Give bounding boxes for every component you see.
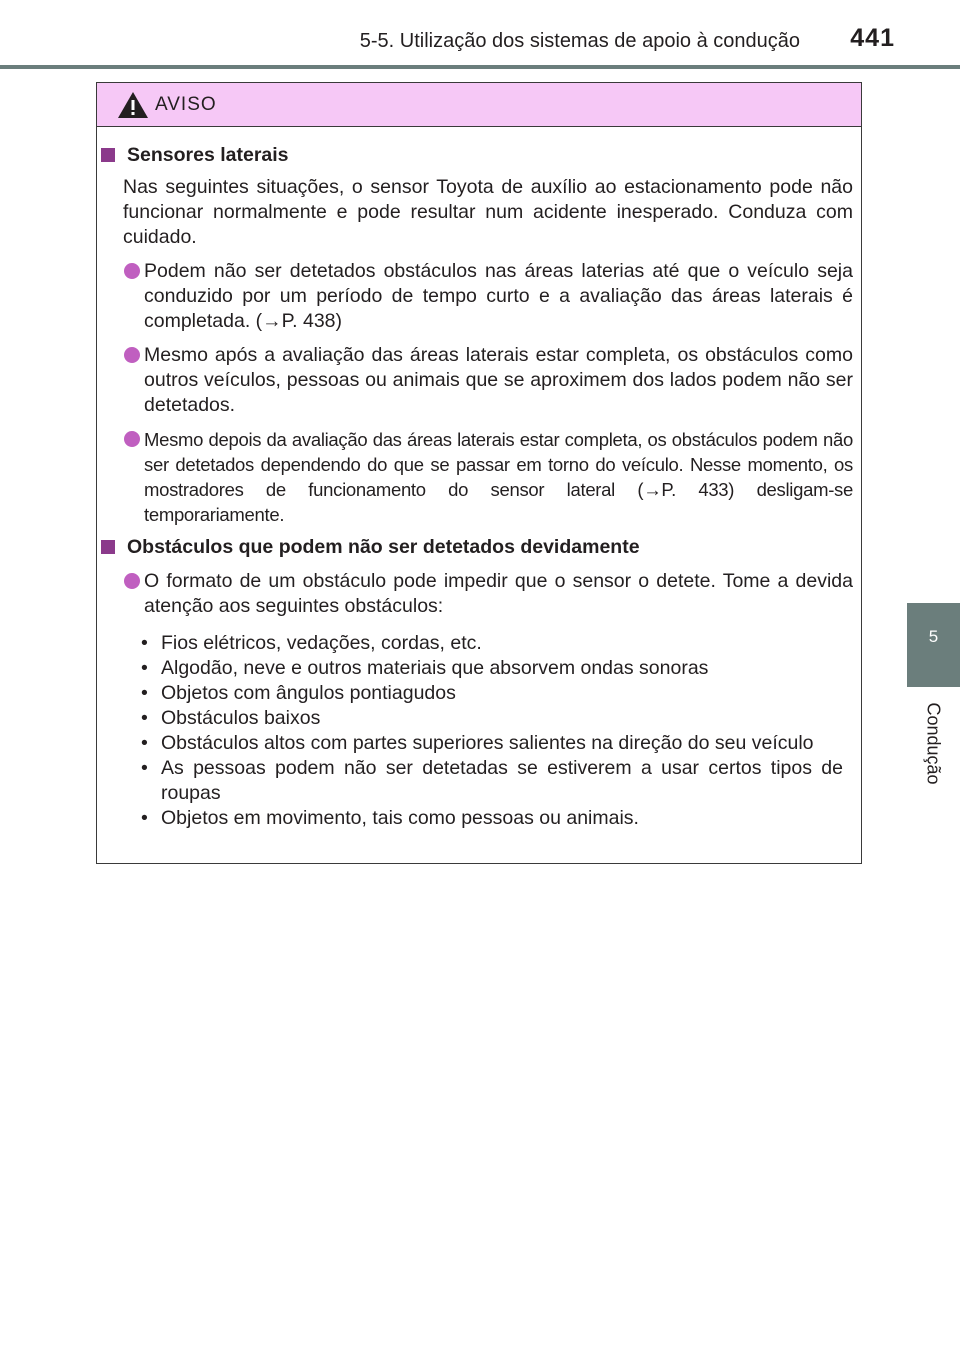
sub-list-item: • As pessoas podem não ser detetadas se estiverem a usar certos tipos de roupas	[141, 757, 843, 804]
sub-list-item: • Fios elétricos, vedações, cordas, etc.	[141, 632, 482, 654]
list-item-text: Mesmo depois da avaliação das áreas laterais estar completa, os obstáculos podem não ser detetados dependendo do que se passar em torno do veículo. Nesse momento, os mostradores de funcionamento do sensor lateral (→P. 433) desligam-se temporariamente.	[144, 429, 853, 525]
page-header-title: 5-5. Utilização dos sistemas de apoio à condução	[359, 30, 800, 52]
warning-title: AVISO	[155, 93, 217, 115]
header-rule	[0, 65, 960, 69]
bullet-dot-icon	[124, 573, 140, 589]
heading-square-icon	[101, 148, 115, 162]
chapter-tab[interactable]: 5	[907, 603, 960, 687]
page-number: 441	[850, 24, 895, 52]
warning-header	[97, 83, 861, 127]
sub-list-item-text: Fios elétricos, vedações, cordas, etc.	[161, 632, 482, 654]
sub-list-item: • Objetos em movimento, tais como pessoas ou animais.	[141, 807, 639, 829]
sub-list-item-text: Algodão, neve e outros materiais que absorvem ondas sonoras	[161, 657, 709, 679]
obstacle-list	[141, 631, 853, 831]
sub-list-item-text: Obstáculos altos com partes superiores salientes na direção do seu veículo	[161, 732, 814, 754]
warning-content	[97, 143, 861, 831]
list-item	[144, 569, 853, 619]
list-item-text: O formato de um obstáculo pode impedir que o sensor o detete. Tome a devida atenção aos seguintes obstáculos:	[144, 570, 853, 617]
sub-list-item: • Objetos com ângulos pontiagudos	[141, 682, 456, 704]
list-item-text: Mesmo após a avaliação das áreas laterais estar completa, os obstáculos como outros veículos, pessoas ou animais que se aproximem dos lados podem não ser detetados.	[144, 344, 853, 416]
bullet-dot-icon	[124, 347, 140, 363]
section-heading-side-sensors	[101, 143, 853, 168]
sub-list-item-text: Objetos com ângulos pontiagudos	[161, 682, 456, 704]
section-intro: Nas seguintes situações, o sensor Toyota de auxílio ao estacionamento pode não funcionar normalmente e pode resultar num acidente inesperado. Conduza com cuidado.	[123, 176, 853, 248]
list-item	[144, 259, 853, 334]
list-item-text: Podem não ser detetados obstáculos nas áreas laterias até que o veículo seja conduzido por um período de tempo curto e a avaliação das áreas laterais é completada. (→P. 438)	[144, 260, 853, 332]
sub-list-item: • Obstáculos altos com partes superiores salientes na direção do seu veículo	[141, 732, 814, 754]
warning-triangle-icon	[117, 91, 149, 119]
list-item	[144, 343, 853, 418]
section-heading-text: Obstáculos que podem não ser detetados devidamente	[127, 536, 640, 558]
section-heading-text: Sensores laterais	[127, 144, 289, 166]
heading-square-icon	[101, 540, 115, 554]
section-heading-obstacles	[101, 535, 853, 560]
warning-box	[96, 82, 862, 864]
sub-list-item-text: Objetos em movimento, tais como pessoas ou animais.	[161, 807, 639, 829]
sub-list-item: • Obstáculos baixos	[141, 707, 321, 729]
sub-list-item-text: Obstáculos baixos	[161, 707, 321, 729]
chapter-label-text: Condução	[923, 702, 944, 785]
list-item	[144, 427, 853, 527]
bullet-dot-icon	[124, 263, 140, 279]
sub-list-item: • Algodão, neve e outros materiais que absorvem ondas sonoras	[141, 657, 709, 679]
sub-list-item-text: As pessoas podem não ser detetadas se estiverem a usar certos tipos de roupas	[161, 757, 843, 804]
bullet-dot-icon	[124, 431, 140, 447]
